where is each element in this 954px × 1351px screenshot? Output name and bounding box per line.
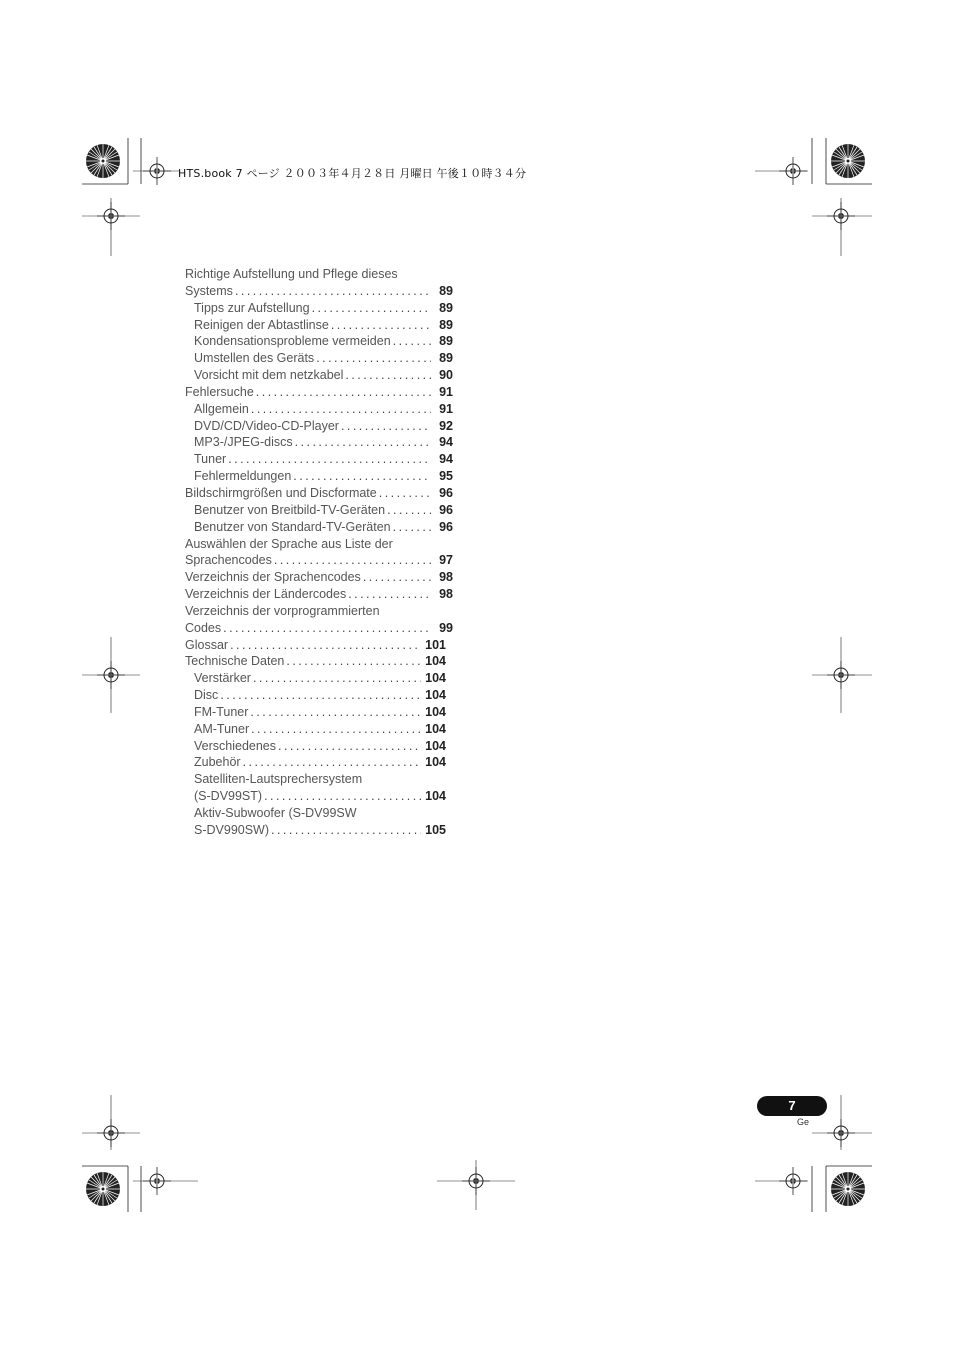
toc-entry[interactable]: [185, 283, 453, 300]
toc-leader-dots: [329, 317, 431, 334]
toc-entry[interactable]: [185, 653, 453, 670]
toc-entry-page: 91: [439, 401, 453, 416]
toc-entry-title: Fehlermeldungen: [194, 469, 292, 484]
toc-entry-page: 104: [425, 789, 446, 804]
toc-leader-dots: [385, 502, 431, 519]
toc-entry[interactable]: [185, 670, 453, 687]
toc-leader-dots: [218, 687, 421, 704]
toc-entry[interactable]: [185, 620, 453, 637]
toc-entry[interactable]: [185, 333, 453, 350]
toc-entry-page: 104: [425, 721, 446, 736]
toc-entry-title: Satelliten-Lautsprechersystem: [194, 772, 363, 787]
toc-entry-title: Technische Daten: [185, 654, 285, 669]
toc-entry-page: 104: [425, 738, 446, 753]
toc-entry-title: Umstellen des Geräts: [194, 351, 315, 366]
toc-entry[interactable]: [185, 721, 453, 738]
toc-entry-page: 105: [425, 822, 446, 837]
toc-leader-dots: [226, 451, 431, 468]
toc-entry[interactable]: [185, 569, 453, 586]
toc-leader-dots: [310, 300, 431, 317]
toc-leader-dots: [221, 620, 431, 637]
toc-entry-title: MP3-/JPEG-discs: [194, 435, 293, 450]
toc-entry-page: 95: [439, 469, 453, 484]
toc-leader-dots: [391, 333, 431, 350]
toc-entry[interactable]: [185, 822, 453, 839]
toc-entry-page: 97: [439, 553, 453, 568]
toc-entry-page: 89: [439, 283, 453, 298]
toc-entry-page: 91: [439, 384, 453, 399]
toc-leader-dots: [276, 738, 421, 755]
toc-leader-dots: [249, 401, 431, 418]
crop-mark-middle-right: [812, 637, 872, 713]
toc-entry-title: AM-Tuner: [194, 721, 250, 736]
toc-entry[interactable]: [185, 704, 453, 721]
toc-entry[interactable]: [185, 552, 453, 569]
toc-entry-page: 104: [425, 671, 446, 686]
toc-entry-continued: [185, 536, 453, 553]
toc-entry-page: 104: [425, 755, 446, 770]
toc-entry-page: 101: [425, 637, 446, 652]
toc-entry-page: 90: [439, 368, 453, 383]
crop-mark-top-left: [82, 138, 180, 256]
toc-leader-dots: [241, 754, 422, 771]
toc-entry[interactable]: [185, 317, 453, 334]
crop-mark-bottom-center: [437, 1160, 515, 1210]
toc-entry-page: 98: [439, 587, 453, 602]
toc-entry[interactable]: [185, 754, 453, 771]
toc-leader-dots: [343, 367, 431, 384]
toc-entry-title: Richtige Aufstellung und Pflege dieses: [185, 267, 398, 281]
toc-entry-title: Reinigen der Abtastlinse: [194, 317, 329, 332]
toc-entry[interactable]: [185, 300, 453, 317]
toc-leader-dots: [254, 384, 431, 401]
toc-leader-dots: [339, 418, 431, 435]
toc-entry[interactable]: [185, 738, 453, 755]
toc-entry[interactable]: [185, 637, 453, 654]
toc-entry[interactable]: [185, 434, 453, 451]
toc-leader-dots: [284, 653, 421, 670]
toc-entry[interactable]: [185, 519, 453, 536]
toc-entry[interactable]: [185, 586, 453, 603]
toc-entry-page: 96: [439, 502, 453, 517]
toc-entry-page: 99: [439, 620, 453, 635]
toc-entry-title: Benutzer von Breitbild-TV-Geräten: [194, 502, 386, 517]
toc-entry-title: Verschiedenes: [194, 738, 277, 753]
toc-leader-dots: [233, 283, 431, 300]
toc-entry-title: Disc: [194, 688, 219, 703]
toc-entry[interactable]: [185, 367, 453, 384]
toc-leader-dots: [391, 519, 431, 536]
toc-entry-title: S-DV990SW): [194, 822, 270, 837]
toc-entry-page: 92: [439, 418, 453, 433]
toc-entry-continued: [185, 771, 453, 788]
toc-entry-continued: [185, 805, 453, 822]
toc-entry[interactable]: [185, 485, 453, 502]
toc-leader-dots: [249, 721, 421, 738]
toc-entry-title: Tipps zur Aufstellung: [194, 300, 310, 315]
toc-entry-page: 104: [425, 654, 446, 669]
toc-entry-title: Sprachencodes: [185, 553, 272, 568]
toc-entry-title: FM-Tuner: [194, 704, 249, 719]
toc-leader-dots: [262, 788, 421, 805]
toc-leader-dots: [361, 569, 431, 586]
toc-leader-dots: [314, 350, 431, 367]
toc-entry[interactable]: [185, 687, 453, 704]
toc-leader-dots: [272, 552, 431, 569]
toc-entry-title: DVD/CD/Video-CD-Player: [194, 418, 339, 433]
toc-entry-page: 98: [439, 570, 453, 585]
toc-entry-page: 89: [439, 317, 453, 332]
toc-entry[interactable]: [185, 384, 453, 401]
toc-entry-page: 104: [425, 704, 446, 719]
print-header: HTS.book 7 ページ ２００３年４月２８日 月曜日 午後１０時３４分: [178, 167, 527, 180]
toc-entry-title: Verzeichnis der vorprogrammierten: [185, 603, 380, 618]
crop-mark-bottom-left: [82, 1095, 198, 1212]
toc-entry-page: 94: [439, 452, 453, 467]
toc-entry-title: Verzeichnis der Ländercodes: [185, 587, 347, 602]
toc-leader-dots: [377, 485, 431, 502]
toc-entry-title: Kondensationsprobleme vermeiden: [194, 334, 391, 349]
toc-entry[interactable]: [185, 451, 453, 468]
crop-mark-top-right: [755, 138, 872, 256]
toc-entry[interactable]: [185, 401, 453, 418]
language-code: Ge: [796, 1117, 809, 1127]
toc-entry-page: 89: [439, 300, 453, 315]
toc-entry-page: 96: [439, 485, 453, 500]
table-of-contents: [185, 266, 453, 839]
toc-leader-dots: [228, 637, 421, 654]
toc-entry-title: Auswählen der Sprache aus Liste der: [185, 536, 393, 551]
toc-entry-continued: [185, 266, 453, 283]
toc-entry[interactable]: [185, 788, 453, 805]
toc-entry-title: (S-DV99ST): [194, 789, 263, 804]
toc-entry-title: Allgemein: [194, 401, 249, 416]
toc-leader-dots: [251, 670, 421, 687]
page-number-badge: 7: [757, 1096, 827, 1116]
toc-entry-page: 89: [439, 334, 453, 349]
toc-entry-title: Glossar: [185, 637, 229, 652]
toc-entry-title: Vorsicht mit dem netzkabel: [194, 368, 344, 383]
toc-leader-dots: [248, 704, 421, 721]
toc-entry-page: 96: [439, 519, 453, 534]
toc-leader-dots: [293, 434, 431, 451]
toc-entry-title: Codes: [185, 620, 222, 635]
toc-entry-title: Verzeichnis der Sprachencodes: [185, 570, 361, 585]
toc-entry-page: 104: [425, 688, 446, 703]
toc-entry-page: 94: [439, 435, 453, 450]
crop-mark-middle-left: [82, 637, 140, 713]
toc-entry-title: Benutzer von Standard-TV-Geräten: [194, 519, 391, 534]
toc-entry[interactable]: [185, 418, 453, 435]
toc-entry-title: Fehlersuche: [185, 384, 254, 399]
toc-entry[interactable]: [185, 350, 453, 367]
toc-leader-dots: [346, 586, 431, 603]
toc-entry-title: Zubehör: [194, 755, 241, 770]
toc-leader-dots: [269, 822, 421, 839]
toc-leader-dots: [291, 468, 431, 485]
toc-entry-page: 89: [439, 351, 453, 366]
toc-entry-title: Bildschirmgrößen und Discformate: [185, 485, 377, 500]
toc-entry-title: Verstärker: [194, 671, 251, 686]
toc-entry-title: Aktiv-Subwoofer (S-DV99SW: [194, 806, 357, 820]
toc-entry[interactable]: [185, 502, 453, 519]
toc-entry-title: Systems: [185, 283, 233, 298]
toc-entry[interactable]: [185, 468, 453, 485]
toc-entry-title: Tuner: [194, 452, 227, 467]
toc-entry-continued: [185, 603, 453, 620]
